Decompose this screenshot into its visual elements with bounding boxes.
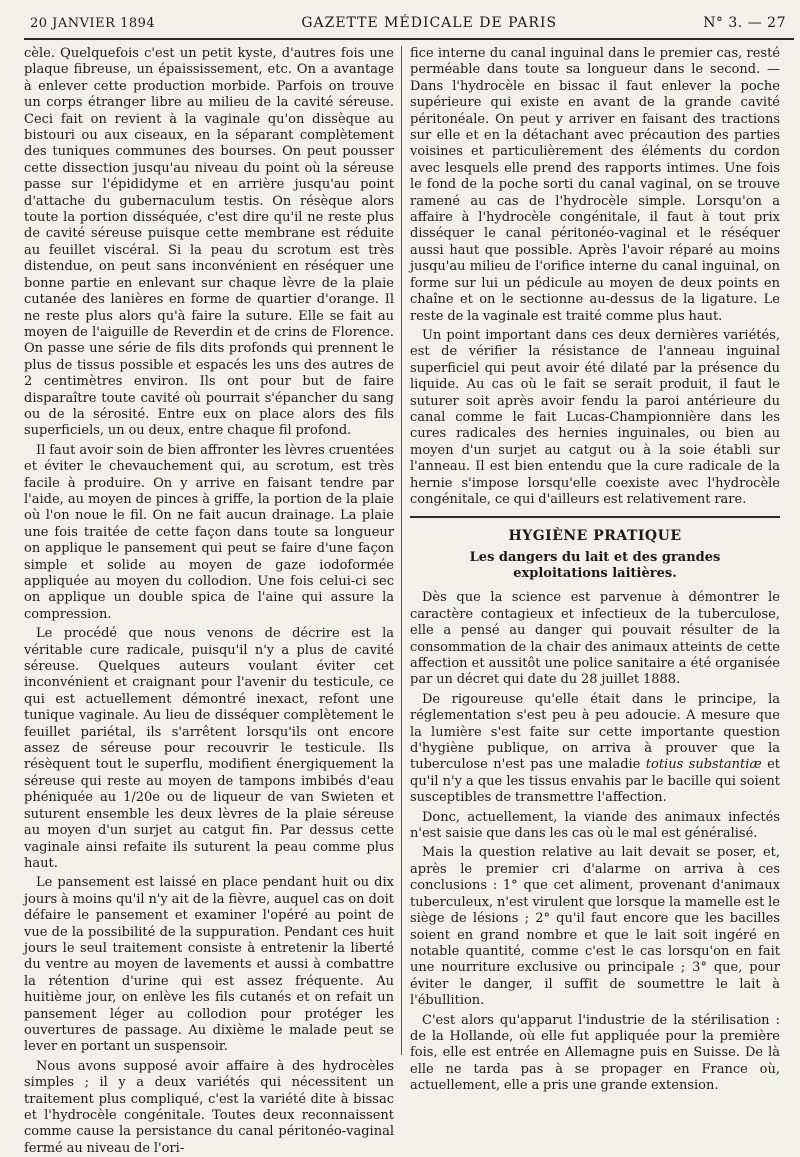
italic-term: totius substantiæ [645,757,762,773]
paragraph: Mais la question relative au lait devait se poser, et, après le premier cri d'alarme on arriva à ces conclusions : 1° que cet aliment, provenant d'animaux tuberculeux, n'est virulent que lorsque la mamelle est le siège de lésions ; 2° qu'il faut encore que les bacilles soient en grand nombre et que le lait soit ingéré en notable quantité, comme c'est le cas lorsqu'on en fait une nourriture exclusive ou principale ; 3° que, pour éviter le danger, il suffit de soumettre le lait à l'ébullition. [410,845,780,1009]
article-title: Les dangers du lait et des grandes exploitations laitières. [469,550,721,582]
paragraph [410,692,780,807]
section-rule [410,516,780,518]
paragraph: Nous avons supposé avoir affaire à des hydrocèles simples ; il y a deux variétés qui nécessitent un traitement plus compliqué, c'est la variété dite à bissac et l'hydrocèle congénitale. Toutes deux reconnaissent comme cause la persistance du canal péritonéo-vaginal fermé au niveau de l'ori- [24,1058,394,1156]
header-date: 20 JANVIER 1894 [30,15,156,31]
text-run: et qu'il n'y a que les tissus envahis par le bacille qui soient susceptibles de transmettre l'affection. [410,757,781,806]
paragraph: Un point important dans ces deux dernières variétés, est de vérifier la résistance de l'anneau inguinal superficiel qui peut avoir été dilaté par la présence du liquide. Au cas où le fait se serait produit, il faut le suturer soit après avoir fendu la paroi antérieure du canal comme le fait Lucas-Championnière dans les cures radicales des hernies inguinales, ou bien au moyen d'un surjet au catgut ou à la soie établi sur l'anneau. Il est bien entendu que la cure radicale de la hernie s'impose lorsqu'elle coexiste avec l'hydrocèle congénitale, ce qui d'ailleurs est relativement rare. [410,327,780,507]
header-rule [24,38,794,40]
running-header [30,12,786,34]
column-divider [401,46,402,1055]
left-column [24,46,394,1156]
text-run: De rigoureuse qu'elle était dans le principe, la réglementation s'est peu à peu adoucie. A mesure que la lumière s'est faite sur cette importante question d'hygiène publique, on arriva à prouver que la tuberculose n'est pas une maladie [410,691,780,773]
paragraph: fice interne du canal inguinal dans le premier cas, resté perméable dans toute sa longueur dans le second. — Dans l'hydrocèle en bissac il faut enlever la poche supérieure qui existe en avant de la grande cavité péritonéale. On peut y arriver en faisant des tractions sur elle et en la détachant avec précaution des parties voisines et particulièrement des éléments du cordon avec lesquels elle prend des rapports intimes. Une fois le fond de la poche sorti du canal vaginal, on se trouve ramené au cas de l'hydrocèle simple. Lorsqu'on a affaire à l'hydrocèle congénitale, il faut à tout prix disséquer le canal péritonéo-vaginal et le réséquer aussi haut que possible. Après l'avoir réparé au moins jusqu'au milieu de l'orifice interne du canal inguinal, on forme sur lui un pédicule au moyen de deux points en chaîne et on le sectionne au-dessus de la ligature. Le reste de la vaginale est traité comme plus haut. [410,46,780,324]
page-number: N° 3. — 27 [703,15,786,31]
paragraph: Dès que la science est parvenue à démontrer le caractère contagieux et infectieux de la tuberculose, elle a pensé au danger qui pouvait résulter de la consommation de la chair des animaux atteints de cette affection et aussitôt une police sanitaire a été organisée par un décret qui date du 28 juillet 1888. [410,590,780,688]
journal-title: GAZETTE MÉDICALE DE PARIS [301,15,558,31]
paragraph: C'est alors qu'apparut l'industrie de la stérilisation : de la Hollande, où elle fut appliquée pour la première fois, elle est entrée en Allemagne puis en Suisse. De là elle ne tarda pas à se propager en France où, actuellement, elle a pris une grande extension. [410,1012,780,1094]
right-column [410,46,781,1094]
section-heading: HYGIÈNE PRATIQUE [508,528,682,545]
paragraph: Le pansement est laissé en place pendant huit ou dix jours à moins qu'il n'y ait de la fièvre, auquel cas on doit défaire le pansement et examiner l'opéré au point de vue de la possibilité de la suppuration. Pendant ces huit jours le seul traitement consiste à entretenir la liberté du ventre au moyen de lavements et aussi à combattre la rétention d'urine qui est assez fréquente. Au huitième jour, on enlève les fils cutanés et on refait un pansement léger au collodion pour protéger les ouvertures de passage. Au dixième le malade peut se lever en portant un suspensoir. [24,875,394,1055]
paragraph: Donc, actuellement, la viande des animaux infectés n'est saisie que dans les cas où le mal est généralisé. [410,809,780,842]
paragraph: Il faut avoir soin de bien affronter les lèvres cruentées et éviter le chevauchement qui, au scrotum, est très facile à produire. On y arrive en faisant tendre par l'aide, au moyen de pinces à griffe, la portion de la plaie où l'on noue le fil. On ne fait aucun drainage. La plaie une fois traitée de cette façon dans toute sa longueur on applique le pansement qui peut se faire d'une façon simple et solide au moyen de gaze iodoformée appliquée au moyen du collodion. Une fois celui-ci sec on applique un double spica de l'aine qui assure la compression. [24,442,394,622]
paragraph: cèle. Quelquefois c'est un petit kyste, d'autres fois une plaque fibreuse, un épaississement, etc. On a avantage à enlever cette production morbide. Parfois on trouve un corps étranger libre au milieu de la cavité séreuse. Ceci fait on revient à la vaginale qu'on dissèque au bistouri ou aux ciseaux, en la séparant complètement des tuniques communes des bourses. On peut pousser cette dissection jusqu'au niveau du point où la séreuse passe sur l'épididyme et en arrière jusqu'au point d'attache du gubernaculum testis. On résèque alors toute la portion disséquée, c'est dire qu'il ne reste plus de cavité séreuse puisque cette membrane est réduite au feuillet viscéral. Si la peau du scrotum est très distendue, on peut sans inconvénient en réséquer une bonne partie en enlevant sur chaque lèvre de la plaie cutanée des lanières en forme de quartier d'orange. Il ne reste plus alors qu'à faire la suture. Elle se fait au moyen de l'aiguille de Reverdin et de crins de Florence. On passe une série de fils dits profonds qui prennent le plus de tissus possible et espacés les uns des autres de 2 centimètres environ. Ils ont pour but de faire disparaître toute cavité où pourrait s'épancher du sang ou de la sérosité. Entre eux on place alors des fils superficiels, un ou deux, entre chaque fil profond. [24,46,394,439]
paragraph: Le procédé que nous venons de décrire est la véritable cure radicale, puisqu'il n'y a plus de cavité séreuse. Quelques auteurs voulant éviter cet inconvénient et craignant pour l'avenir du testicule, ce qui est actuellement démontré inexact, refont une tunique vaginale. Au lieu de disséquer complètement le feuillet pariétal, ils s'arrêtent lorsqu'ils ont encore assez de séreuse pour recouvrir le testicule. Ils résèquent tout le superflu, modifient énergiquement la séreuse qui reste au moyen de tampons imbibés d'eau phéniquée au 1/20e ou de liqueur de van Swieten et suturent ensemble les deux lèvres de la plaie séreuse au moyen d'un surjet au catgut fin. Par dessus cette vaginale ainsi refaite ils suturent la peau comme plus haut. [24,626,394,871]
